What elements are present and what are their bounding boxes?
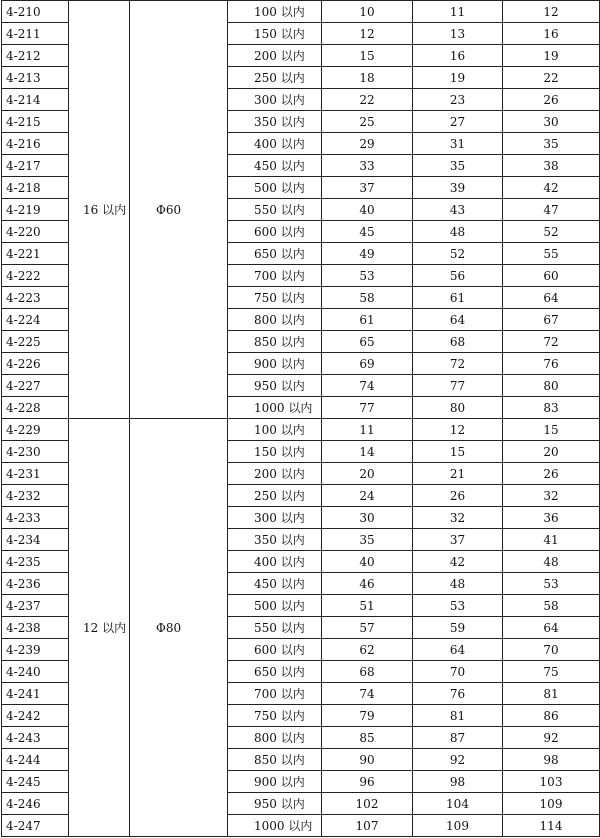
range-cell: 600 以内: [228, 639, 322, 661]
value-cell-1: 51: [322, 595, 413, 617]
value-cell-2: 37: [413, 529, 503, 551]
range-cell: 350 以内: [228, 111, 322, 133]
value-cell-3: 32: [503, 485, 600, 507]
value-cell-3: 80: [503, 375, 600, 397]
value-cell-3: 67: [503, 309, 600, 331]
value-cell-1: 18: [322, 67, 413, 89]
value-cell-3: 64: [503, 287, 600, 309]
value-cell-2: 81: [413, 705, 503, 727]
item-code: 4-232: [2, 485, 69, 507]
value-cell-3: 109: [503, 793, 600, 815]
value-cell-3: 12: [503, 1, 600, 23]
item-code: 4-225: [2, 331, 69, 353]
value-cell-1: 74: [322, 375, 413, 397]
value-cell-1: 85: [322, 727, 413, 749]
range-cell: 400 以内: [228, 133, 322, 155]
span-category: 12 以内: [69, 419, 130, 837]
value-cell-1: 40: [322, 199, 413, 221]
value-cell-2: 72: [413, 353, 503, 375]
value-cell-2: 21: [413, 463, 503, 485]
value-cell-1: 69: [322, 353, 413, 375]
value-cell-3: 41: [503, 529, 600, 551]
item-code: 4-239: [2, 639, 69, 661]
item-code: 4-221: [2, 243, 69, 265]
value-cell-2: 15: [413, 441, 503, 463]
item-code: 4-227: [2, 375, 69, 397]
span-category: 16 以内: [69, 1, 130, 419]
value-cell-1: 65: [322, 331, 413, 353]
value-cell-1: 46: [322, 573, 413, 595]
range-cell: 300 以内: [228, 507, 322, 529]
value-cell-1: 77: [322, 397, 413, 419]
range-cell: 600 以内: [228, 221, 322, 243]
value-cell-3: 55: [503, 243, 600, 265]
value-cell-2: 39: [413, 177, 503, 199]
range-cell: 400 以内: [228, 551, 322, 573]
value-cell-2: 53: [413, 595, 503, 617]
value-cell-1: 61: [322, 309, 413, 331]
item-code: 4-235: [2, 551, 69, 573]
value-cell-1: 11: [322, 419, 413, 441]
value-cell-3: 86: [503, 705, 600, 727]
item-code: 4-215: [2, 111, 69, 133]
range-cell: 950 以内: [228, 375, 322, 397]
item-code: 4-246: [2, 793, 69, 815]
range-cell: 550 以内: [228, 199, 322, 221]
value-cell-3: 75: [503, 661, 600, 683]
item-code: 4-223: [2, 287, 69, 309]
value-cell-3: 20: [503, 441, 600, 463]
item-code: 4-245: [2, 771, 69, 793]
item-code: 4-224: [2, 309, 69, 331]
range-cell: 200 以内: [228, 45, 322, 67]
range-cell: 300 以内: [228, 89, 322, 111]
value-cell-1: 29: [322, 133, 413, 155]
range-cell: 500 以内: [228, 177, 322, 199]
item-code: 4-236: [2, 573, 69, 595]
diameter-category: Φ60: [130, 1, 228, 419]
value-cell-1: 24: [322, 485, 413, 507]
value-cell-1: 79: [322, 705, 413, 727]
value-cell-3: 35: [503, 133, 600, 155]
value-cell-1: 57: [322, 617, 413, 639]
value-cell-1: 45: [322, 221, 413, 243]
value-cell-1: 107: [322, 815, 413, 837]
value-cell-2: 42: [413, 551, 503, 573]
range-cell: 450 以内: [228, 155, 322, 177]
value-cell-3: 70: [503, 639, 600, 661]
item-code: 4-228: [2, 397, 69, 419]
item-code: 4-233: [2, 507, 69, 529]
value-cell-1: 68: [322, 661, 413, 683]
value-cell-2: 59: [413, 617, 503, 639]
value-cell-2: 31: [413, 133, 503, 155]
value-cell-3: 76: [503, 353, 600, 375]
value-cell-3: 30: [503, 111, 600, 133]
value-cell-2: 77: [413, 375, 503, 397]
item-code: 4-231: [2, 463, 69, 485]
item-code: 4-240: [2, 661, 69, 683]
value-cell-1: 20: [322, 463, 413, 485]
value-cell-1: 102: [322, 793, 413, 815]
value-cell-1: 35: [322, 529, 413, 551]
value-cell-3: 60: [503, 265, 600, 287]
value-cell-2: 56: [413, 265, 503, 287]
value-cell-2: 32: [413, 507, 503, 529]
value-cell-1: 10: [322, 1, 413, 23]
item-code: 4-247: [2, 815, 69, 837]
value-cell-1: 49: [322, 243, 413, 265]
range-cell: 950 以内: [228, 793, 322, 815]
range-cell: 150 以内: [228, 441, 322, 463]
value-cell-2: 43: [413, 199, 503, 221]
value-cell-3: 58: [503, 595, 600, 617]
value-cell-3: 47: [503, 199, 600, 221]
value-cell-2: 13: [413, 23, 503, 45]
item-code: 4-244: [2, 749, 69, 771]
range-cell: 850 以内: [228, 749, 322, 771]
item-code: 4-241: [2, 683, 69, 705]
item-code: 4-210: [2, 1, 69, 23]
value-cell-3: 83: [503, 397, 600, 419]
value-cell-2: 80: [413, 397, 503, 419]
range-cell: 100 以内: [228, 1, 322, 23]
item-code: 4-211: [2, 23, 69, 45]
value-cell-2: 48: [413, 573, 503, 595]
range-cell: 150 以内: [228, 23, 322, 45]
value-cell-2: 109: [413, 815, 503, 837]
range-cell: 850 以内: [228, 331, 322, 353]
value-cell-3: 98: [503, 749, 600, 771]
value-cell-3: 81: [503, 683, 600, 705]
item-code: 4-222: [2, 265, 69, 287]
item-code: 4-226: [2, 353, 69, 375]
range-cell: 100 以内: [228, 419, 322, 441]
range-cell: 750 以内: [228, 287, 322, 309]
item-code: 4-229: [2, 419, 69, 441]
value-cell-2: 12: [413, 419, 503, 441]
value-cell-3: 53: [503, 573, 600, 595]
range-cell: 700 以内: [228, 265, 322, 287]
value-cell-3: 72: [503, 331, 600, 353]
range-cell: 1000 以内: [228, 815, 322, 837]
value-cell-1: 22: [322, 89, 413, 111]
value-cell-1: 37: [322, 177, 413, 199]
value-cell-2: 23: [413, 89, 503, 111]
value-cell-3: 26: [503, 463, 600, 485]
quota-table: [1, 0, 600, 837]
item-code: 4-213: [2, 67, 69, 89]
range-cell: 650 以内: [228, 243, 322, 265]
value-cell-3: 22: [503, 67, 600, 89]
value-cell-3: 36: [503, 507, 600, 529]
item-code: 4-216: [2, 133, 69, 155]
item-code: 4-243: [2, 727, 69, 749]
value-cell-2: 19: [413, 67, 503, 89]
range-cell: 800 以内: [228, 727, 322, 749]
value-cell-2: 87: [413, 727, 503, 749]
value-cell-3: 38: [503, 155, 600, 177]
range-cell: 750 以内: [228, 705, 322, 727]
value-cell-3: 64: [503, 617, 600, 639]
range-cell: 800 以内: [228, 309, 322, 331]
range-cell: 1000 以内: [228, 397, 322, 419]
item-code: 4-220: [2, 221, 69, 243]
range-cell: 450 以内: [228, 573, 322, 595]
value-cell-2: 68: [413, 331, 503, 353]
range-cell: 350 以内: [228, 529, 322, 551]
value-cell-3: 19: [503, 45, 600, 67]
item-code: 4-214: [2, 89, 69, 111]
value-cell-2: 104: [413, 793, 503, 815]
value-cell-3: 42: [503, 177, 600, 199]
value-cell-3: 114: [503, 815, 600, 837]
table-row: [2, 1, 600, 23]
table-row: [2, 419, 600, 441]
range-cell: 900 以内: [228, 771, 322, 793]
range-cell: 500 以内: [228, 595, 322, 617]
value-cell-2: 48: [413, 221, 503, 243]
value-cell-3: 15: [503, 419, 600, 441]
value-cell-2: 61: [413, 287, 503, 309]
item-code: 4-234: [2, 529, 69, 551]
value-cell-1: 58: [322, 287, 413, 309]
table-body: [2, 1, 600, 837]
value-cell-3: 26: [503, 89, 600, 111]
range-cell: 550 以内: [228, 617, 322, 639]
value-cell-1: 30: [322, 507, 413, 529]
value-cell-1: 12: [322, 23, 413, 45]
value-cell-2: 92: [413, 749, 503, 771]
value-cell-2: 11: [413, 1, 503, 23]
value-cell-2: 98: [413, 771, 503, 793]
value-cell-2: 52: [413, 243, 503, 265]
value-cell-3: 103: [503, 771, 600, 793]
value-cell-1: 40: [322, 551, 413, 573]
range-cell: 250 以内: [228, 485, 322, 507]
range-cell: 700 以内: [228, 683, 322, 705]
item-code: 4-217: [2, 155, 69, 177]
value-cell-1: 96: [322, 771, 413, 793]
value-cell-3: 16: [503, 23, 600, 45]
value-cell-1: 62: [322, 639, 413, 661]
diameter-category: Φ80: [130, 419, 228, 837]
value-cell-2: 35: [413, 155, 503, 177]
item-code: 4-218: [2, 177, 69, 199]
value-cell-3: 92: [503, 727, 600, 749]
value-cell-1: 53: [322, 265, 413, 287]
range-cell: 900 以内: [228, 353, 322, 375]
item-code: 4-212: [2, 45, 69, 67]
value-cell-1: 15: [322, 45, 413, 67]
item-code: 4-230: [2, 441, 69, 463]
item-code: 4-242: [2, 705, 69, 727]
value-cell-2: 27: [413, 111, 503, 133]
value-cell-1: 14: [322, 441, 413, 463]
item-code: 4-238: [2, 617, 69, 639]
value-cell-1: 25: [322, 111, 413, 133]
value-cell-1: 90: [322, 749, 413, 771]
item-code: 4-237: [2, 595, 69, 617]
value-cell-1: 74: [322, 683, 413, 705]
value-cell-2: 64: [413, 639, 503, 661]
value-cell-1: 33: [322, 155, 413, 177]
range-cell: 200 以内: [228, 463, 322, 485]
range-cell: 650 以内: [228, 661, 322, 683]
range-cell: 250 以内: [228, 67, 322, 89]
value-cell-2: 26: [413, 485, 503, 507]
value-cell-2: 76: [413, 683, 503, 705]
value-cell-3: 52: [503, 221, 600, 243]
value-cell-2: 16: [413, 45, 503, 67]
value-cell-2: 70: [413, 661, 503, 683]
value-cell-2: 64: [413, 309, 503, 331]
value-cell-3: 48: [503, 551, 600, 573]
item-code: 4-219: [2, 199, 69, 221]
